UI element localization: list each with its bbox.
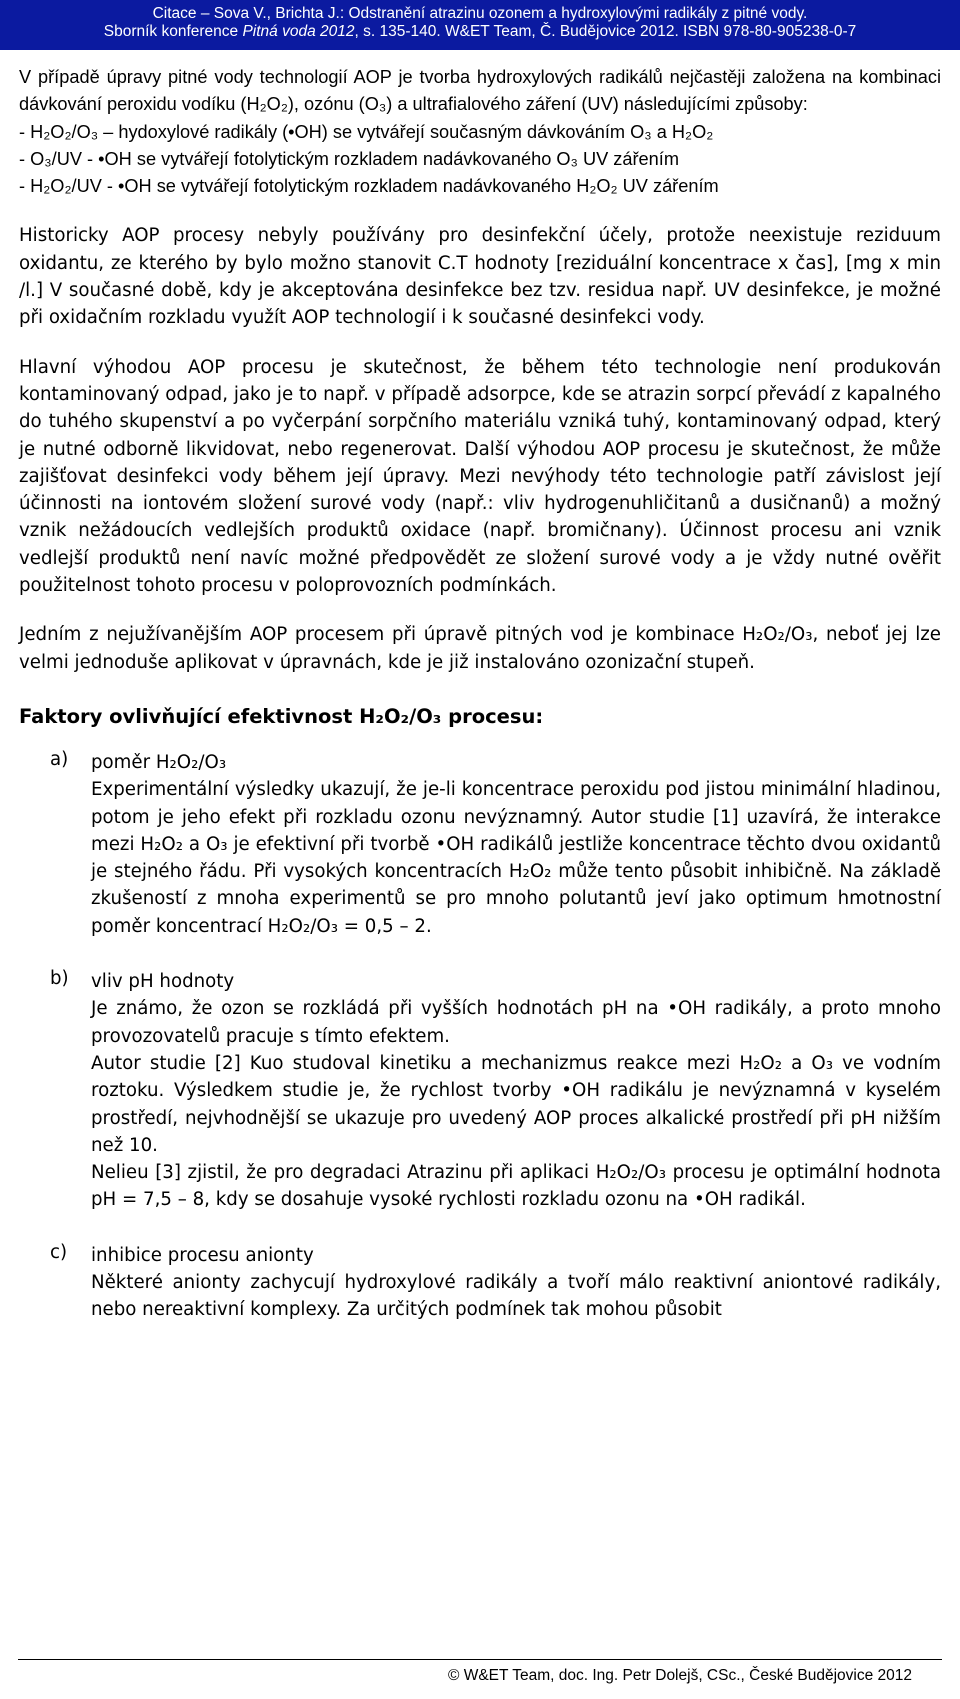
method-o3-uv: - O₃/UV - •OH se vytvářejí fotolytickým rozkladem nadávkovaného O₃ UV zářením bbox=[19, 148, 679, 169]
factor-title: vliv pH hodnoty bbox=[91, 971, 235, 993]
proceedings-suffix: , s. 135-140. W&ET Team, Č. Budějovice 2012. ISBN 978-80-905238-0-7 bbox=[354, 23, 857, 40]
factor-paragraph: Experimentální výsledky ukazují, že je-li koncentrace peroxidu pod jistou minimální hladinou, potom je jeho efekt při rozkladu ozonu nevýznamný. Autor studie [1] uzavírá, že interakce mezi H₂O₂ a O₃ je efektivní při tvorbě •OH radikálů jestliže koncentrace těchto dvou oxidantů je stejného řádu. Při vysokých koncentracích H₂O₂ může tento působit inhibičně. Na základě zkušeností z mnoha experimentů se pro mnoho polutantů jeví jako optimum hmotnostní poměr koncentrací H₂O₂/O₃ = 0,5 – 2. bbox=[91, 779, 941, 937]
section-heading: Faktory ovlivňující efektivnost H₂O₂/O₃ procesu: bbox=[19, 704, 544, 728]
factor-body bbox=[91, 1242, 941, 1324]
factor-paragraph: Nelieu [3] zjistil, že pro degradaci Atrazinu při aplikaci H₂O₂/O₃ procesu je optimální hodnota pH = 7,5 – 8, kdy se dosahuje vysoké rychlosti rozkladu ozonu na •OH radikál. bbox=[91, 1162, 941, 1211]
common-process-paragraph: Jedním z nejužívanějším AOP procesem při úpravě pitných vod je kombinace H₂O₂/O₃, neboť jej lze velmi jednoduše aplikovat v úpravnách, kde je již instalováno ozonizační stupeň. bbox=[19, 624, 941, 673]
document-body bbox=[19, 64, 941, 1324]
citation-line: Citace – Sova V., Brichta J.: Odstranění atrazinu ozonem a hydroxylovými radikály z pitné vody. bbox=[152, 5, 808, 22]
factor-item-ph bbox=[19, 968, 941, 1214]
method-h2o2-o3: - H₂O₂/O₃ – hydoxylové radikály (•OH) se vytvářejí současným dávkováním O₃ a H₂O₂ bbox=[19, 121, 714, 142]
factor-body bbox=[91, 968, 941, 1214]
proceedings-line bbox=[0, 23, 960, 41]
intro-paragraph: V případě úpravy pitné vody technologií AOP je tvorba hydroxylových radikálů nejčastěji založena na kombinaci dávkování peroxidu vodíku (H₂O₂), ozónu (O₃) a ultrafialového záření (UV) následujícími způsoby: bbox=[19, 67, 941, 115]
history-paragraph: Historicky AOP procesy nebyly používány pro desinfekční účely, protože neexistuje reziduum oxidantu, ze kterého by bylo možno stanovit C.T hodnoty [reziduální koncentrace x čas], [mg x min /l.] V současné době, kdy je akceptována desinfekce bez tzv. residua např. UV desinfekce, je možné při oxidačním rozkladu využít AOP technologií i k současné desinfekci vody. bbox=[19, 225, 941, 329]
list-marker: b) bbox=[50, 968, 69, 990]
list-marker: c) bbox=[50, 1241, 68, 1263]
proceedings-prefix: Sborník konference bbox=[103, 23, 243, 40]
page-footer bbox=[0, 1659, 960, 1685]
factor-paragraph: Autor studie [2] Kuo studoval kinetiku a mechanizmus reakce mezi H₂O₂ a O₃ ve vodním roztoku. Výsledkem studie je, že rychlost tvorby •OH radikálu je nevýznamná v kyselém prostředí, nejvhodnější se ukazuje pro uvedený AOP proces alkalické prostředí při pH nižším než 10. bbox=[91, 1052, 941, 1156]
footer-copyright: © W&ET Team, doc. Ing. Petr Dolejš, CSc., České Budějovice 2012 bbox=[447, 1667, 912, 1684]
factor-title: poměr H₂O₂/O₃ bbox=[91, 751, 227, 773]
aop-methods-list bbox=[19, 119, 941, 201]
conference-name: Pitná voda 2012 bbox=[242, 23, 355, 40]
factor-item-ratio bbox=[19, 749, 941, 940]
factor-paragraph: Některé anionty zachycují hydroxylové radikály a tvoří málo reaktivní aniontové radikály, nebo nereaktivní komplexy. Za určitých podmínek tak mohou působit bbox=[91, 1271, 941, 1321]
advantage-paragraph: Hlavní výhodou AOP procesu je skutečnost, že během této technologie není produkován kontaminovaný odpad, jako je to např. v případě adsorpce, kde se atrazin sorpcí převádí z kapalného do tuhého skupenství a po vyčerpání sorpčního materiálu vzniká tuhý, kontaminovaný odpad, který je nutné odborně likvidovat, nebo regenerovat. Další výhodou AOP procesu je skutečnost, že může zajišťovat desinfekci vody během její úpravy. Mezi nevýhody této technologie patří závislost její účinnosti na iontovém složení surové vody (např.: vliv hydrogenuhličitanů a dusičnanů) a možný vznik nežádoucích vedlejších produktů oxidace (např. bromičnany). Účinnost procesu ani vznik vedlejší produktů není navíc možné předpovědět ze složení surové vody a je vždy nutné ověřit použitelnost tohoto procesu v poloprovozních podmínkách. bbox=[19, 356, 941, 597]
list-marker: a) bbox=[50, 748, 69, 770]
factor-item-anions bbox=[19, 1242, 941, 1324]
factor-title: inhibice procesu anionty bbox=[91, 1244, 314, 1266]
method-h2o2-uv: - H₂O₂/UV - •OH se vytvářejí fotolytickým rozkladem nadávkovaného H₂O₂ UV zářením bbox=[19, 176, 719, 197]
factor-paragraph: Je známo, že ozon se rozkládá při vyšších hodnotách pH na •OH radikály, a proto mnoho provozovatelů pracuje s tímto efektem. bbox=[91, 998, 941, 1047]
factor-body bbox=[91, 749, 941, 940]
page-header bbox=[0, 0, 960, 50]
